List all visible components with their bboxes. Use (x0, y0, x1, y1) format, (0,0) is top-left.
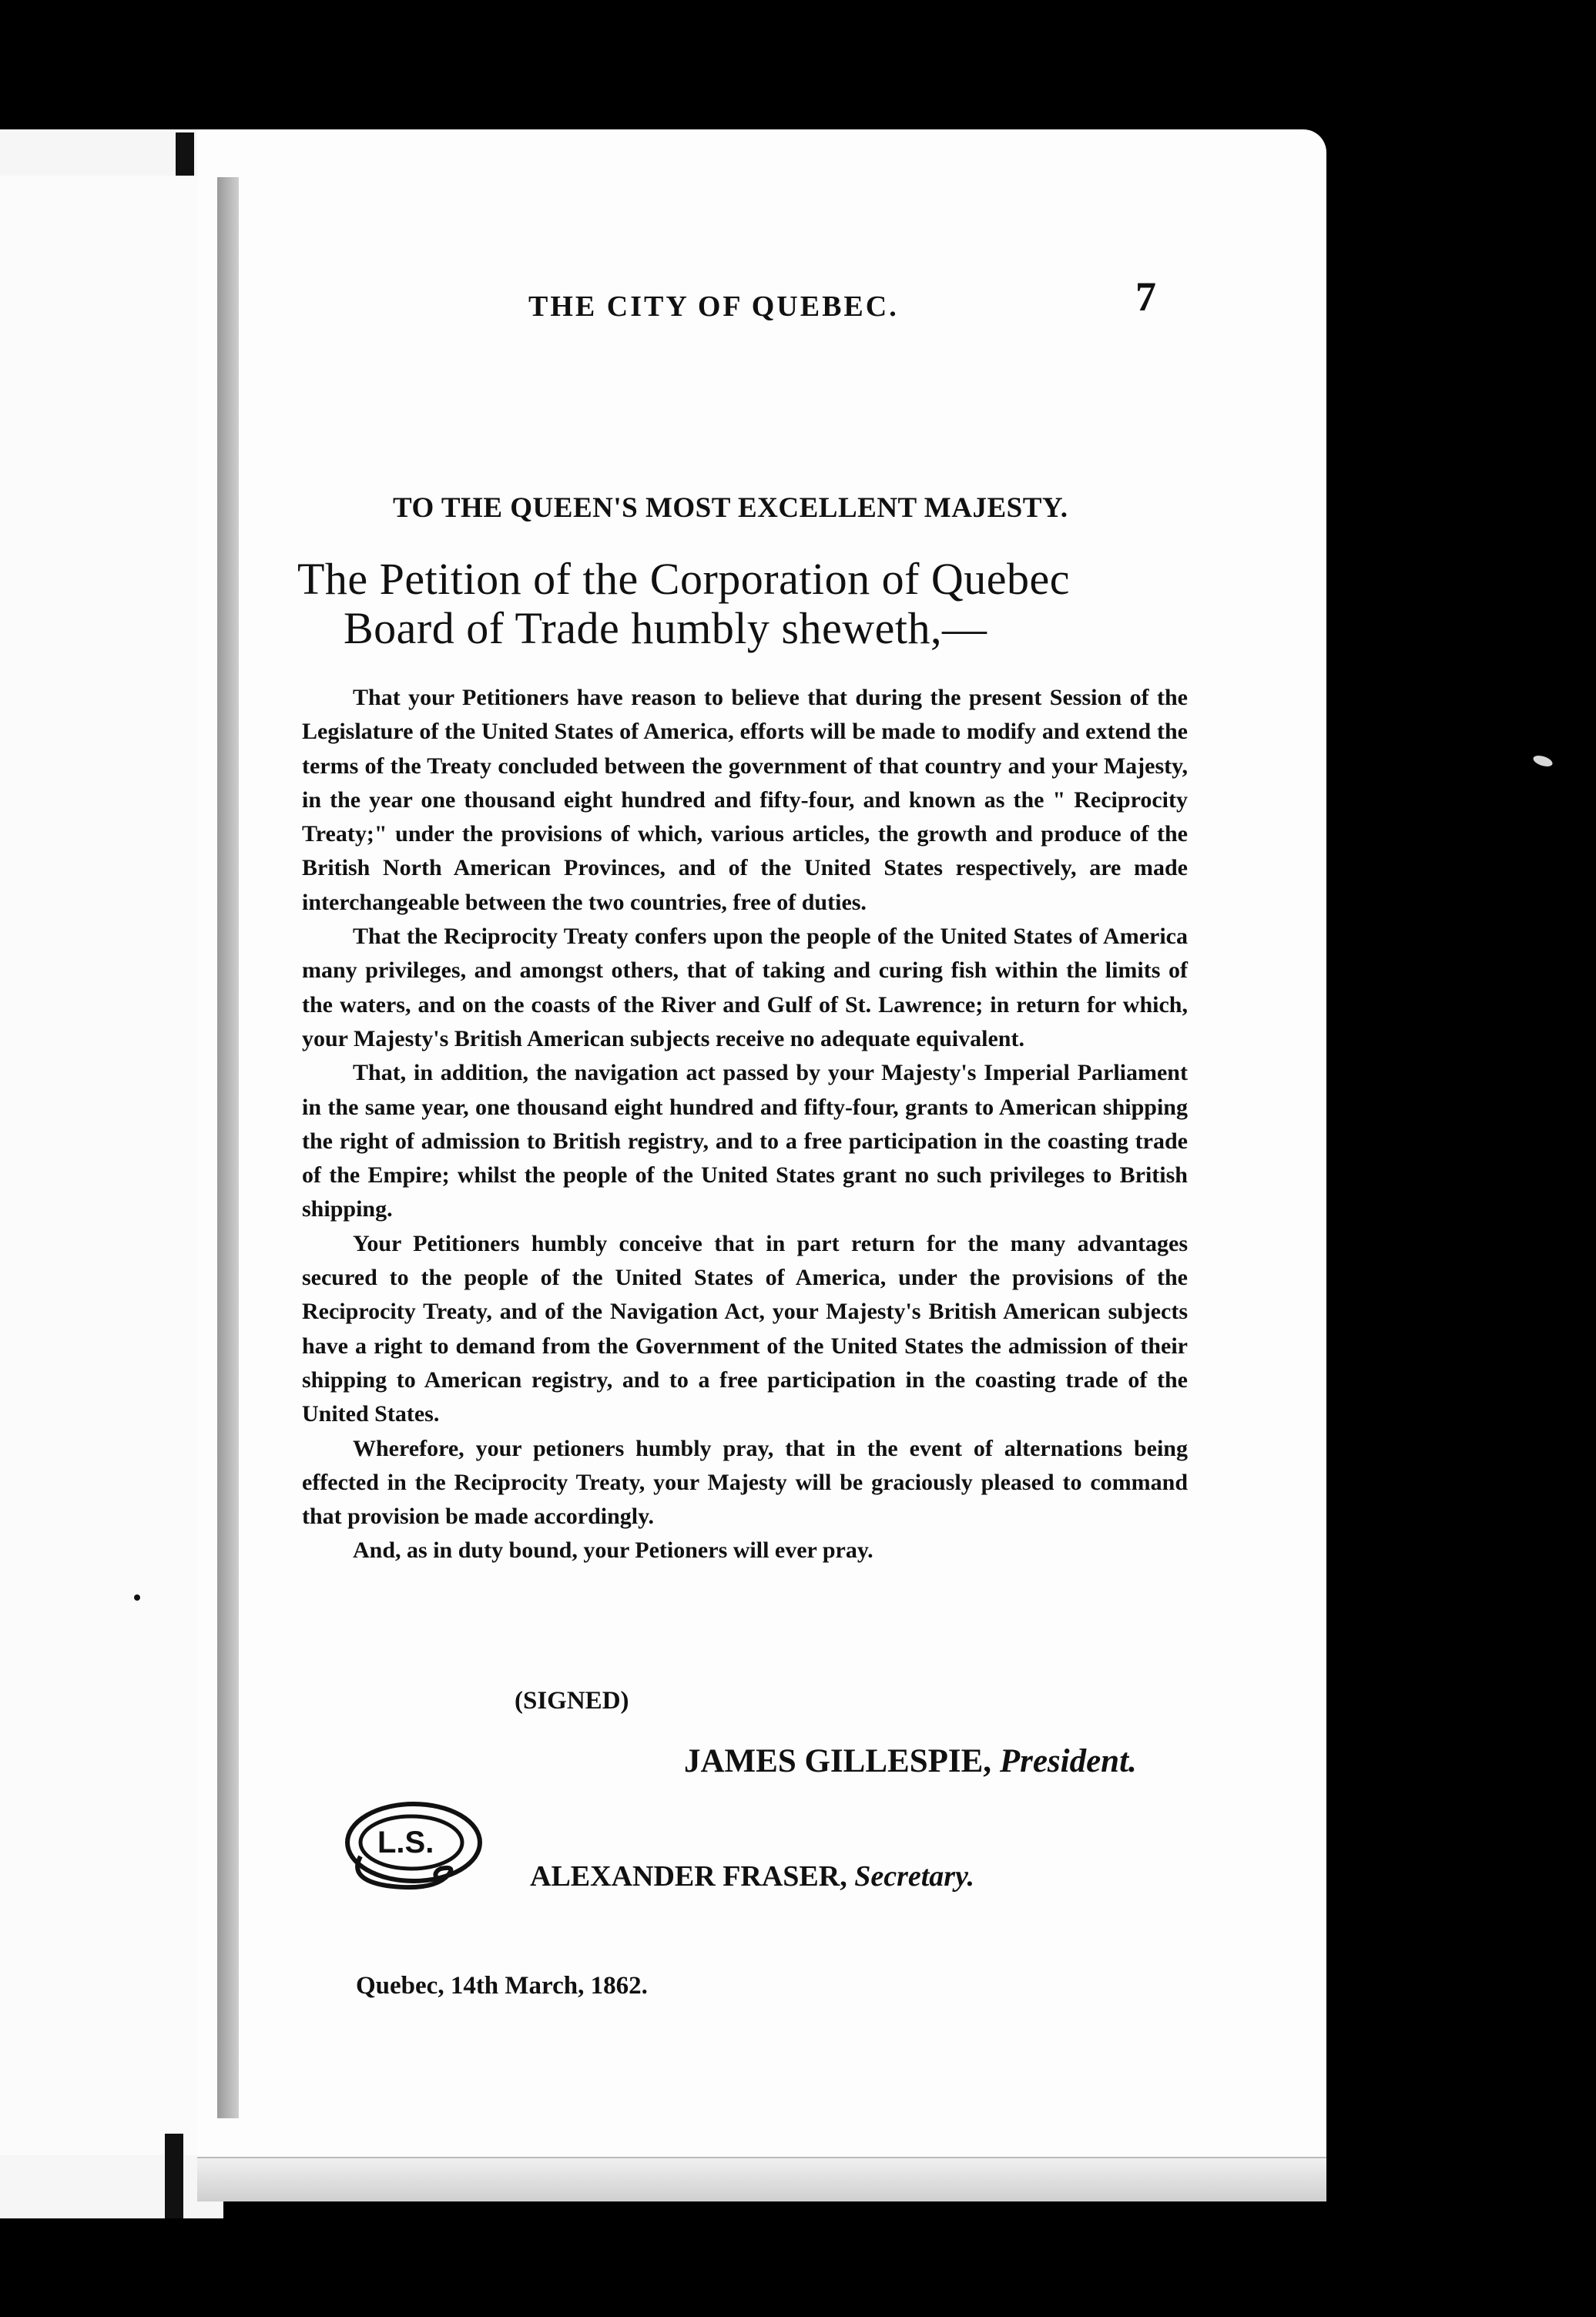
spine-shadow (217, 177, 239, 2118)
secretary-name: ALEXANDER FRASER, (530, 1860, 847, 1893)
paragraph: Your Petitioners humbly conceive that in part return for the many advantages secured to the people of the United States of America, under the provisions of the Reciprocity Treaty, and of the Navigation Act, your Majesty's British American subjects have a right to demand from the Government of the United States the admission of their shipping to American registry, and to a free participation in the coasting trade of the United States. (302, 1230, 1188, 1427)
petition-title-line-1: The Petition of the Corporation of Quebec (297, 554, 1071, 604)
facing-page-surface (0, 176, 204, 2155)
seal-text: L.S. (377, 1826, 434, 1859)
paragraph: That, in addition, the navigation act passed by your Majesty's Imperial Parliament in the same year, one thousand eight hundred and fifty-four, grants to American shipping the right of admission to British registry, and to a free participation in the coasting trade of the Empire; whilst the people of the United States grant no such privileges to British shipping. (302, 1060, 1188, 1222)
date-line: Quebec, 14th March, 1862. (356, 1972, 648, 2000)
paragraph: Wherefore, your petioners humbly pray, that in the event of alternations being effected in the Reciprocity Treaty, your Majesty will be graciously pleased to command that provision be made accordingly. (302, 1435, 1188, 1530)
paragraph: That the Reciprocity Treaty confers upon the people of the United States of America many privileges, and amongst others, that of taking and curing fish within the limits of the waters, and on the coasts of the River and Gulf of St. Lawrence; in return for which, your Majesty's British American subjects receive no adequate equivalent. (302, 924, 1188, 1051)
facing-page-edge (0, 129, 223, 2218)
page-number: 7 (1135, 273, 1156, 320)
president-name: JAMES GILLESPIE, (684, 1743, 992, 1779)
running-head: THE CITY OF QUEBEC. (528, 290, 899, 323)
binding-mark (176, 132, 194, 176)
binding-mark (165, 2134, 183, 2218)
president-signature (684, 1742, 1137, 1780)
signed-label: (SIGNED) (515, 1687, 629, 1715)
petition-address: TO THE QUEEN'S MOST EXCELLENT MAJESTY. (393, 492, 1068, 524)
petition-body (302, 681, 1188, 1568)
secretary-title: Secretary. (854, 1860, 975, 1893)
paragraph: And, as in duty bound, your Petioners will ever pray. (353, 1537, 873, 1564)
secretary-signature (530, 1859, 974, 1893)
page-bottom-edge (197, 2157, 1326, 2201)
paragraph: That your Petitioners have reason to believe that during the present Session of the Legislature of the United States of America, efforts will be made to modify and extend the terms of the Treaty concluded between the government of that country and your Majesty, in the year one thousand eight hundred and fifty-four, and known as the " Reciprocity Treaty;" under the provisions of which, various articles, the growth and produce of the British North American Provinces, and of the United States respectively, are made interchangeable between the two countries, free of duties. (302, 685, 1188, 915)
petition-title-line-2: Board of Trade humbly sheweth,— (344, 603, 987, 653)
president-title: President. (999, 1743, 1137, 1779)
ink-speck (134, 1594, 140, 1601)
background-speck (1532, 753, 1554, 768)
